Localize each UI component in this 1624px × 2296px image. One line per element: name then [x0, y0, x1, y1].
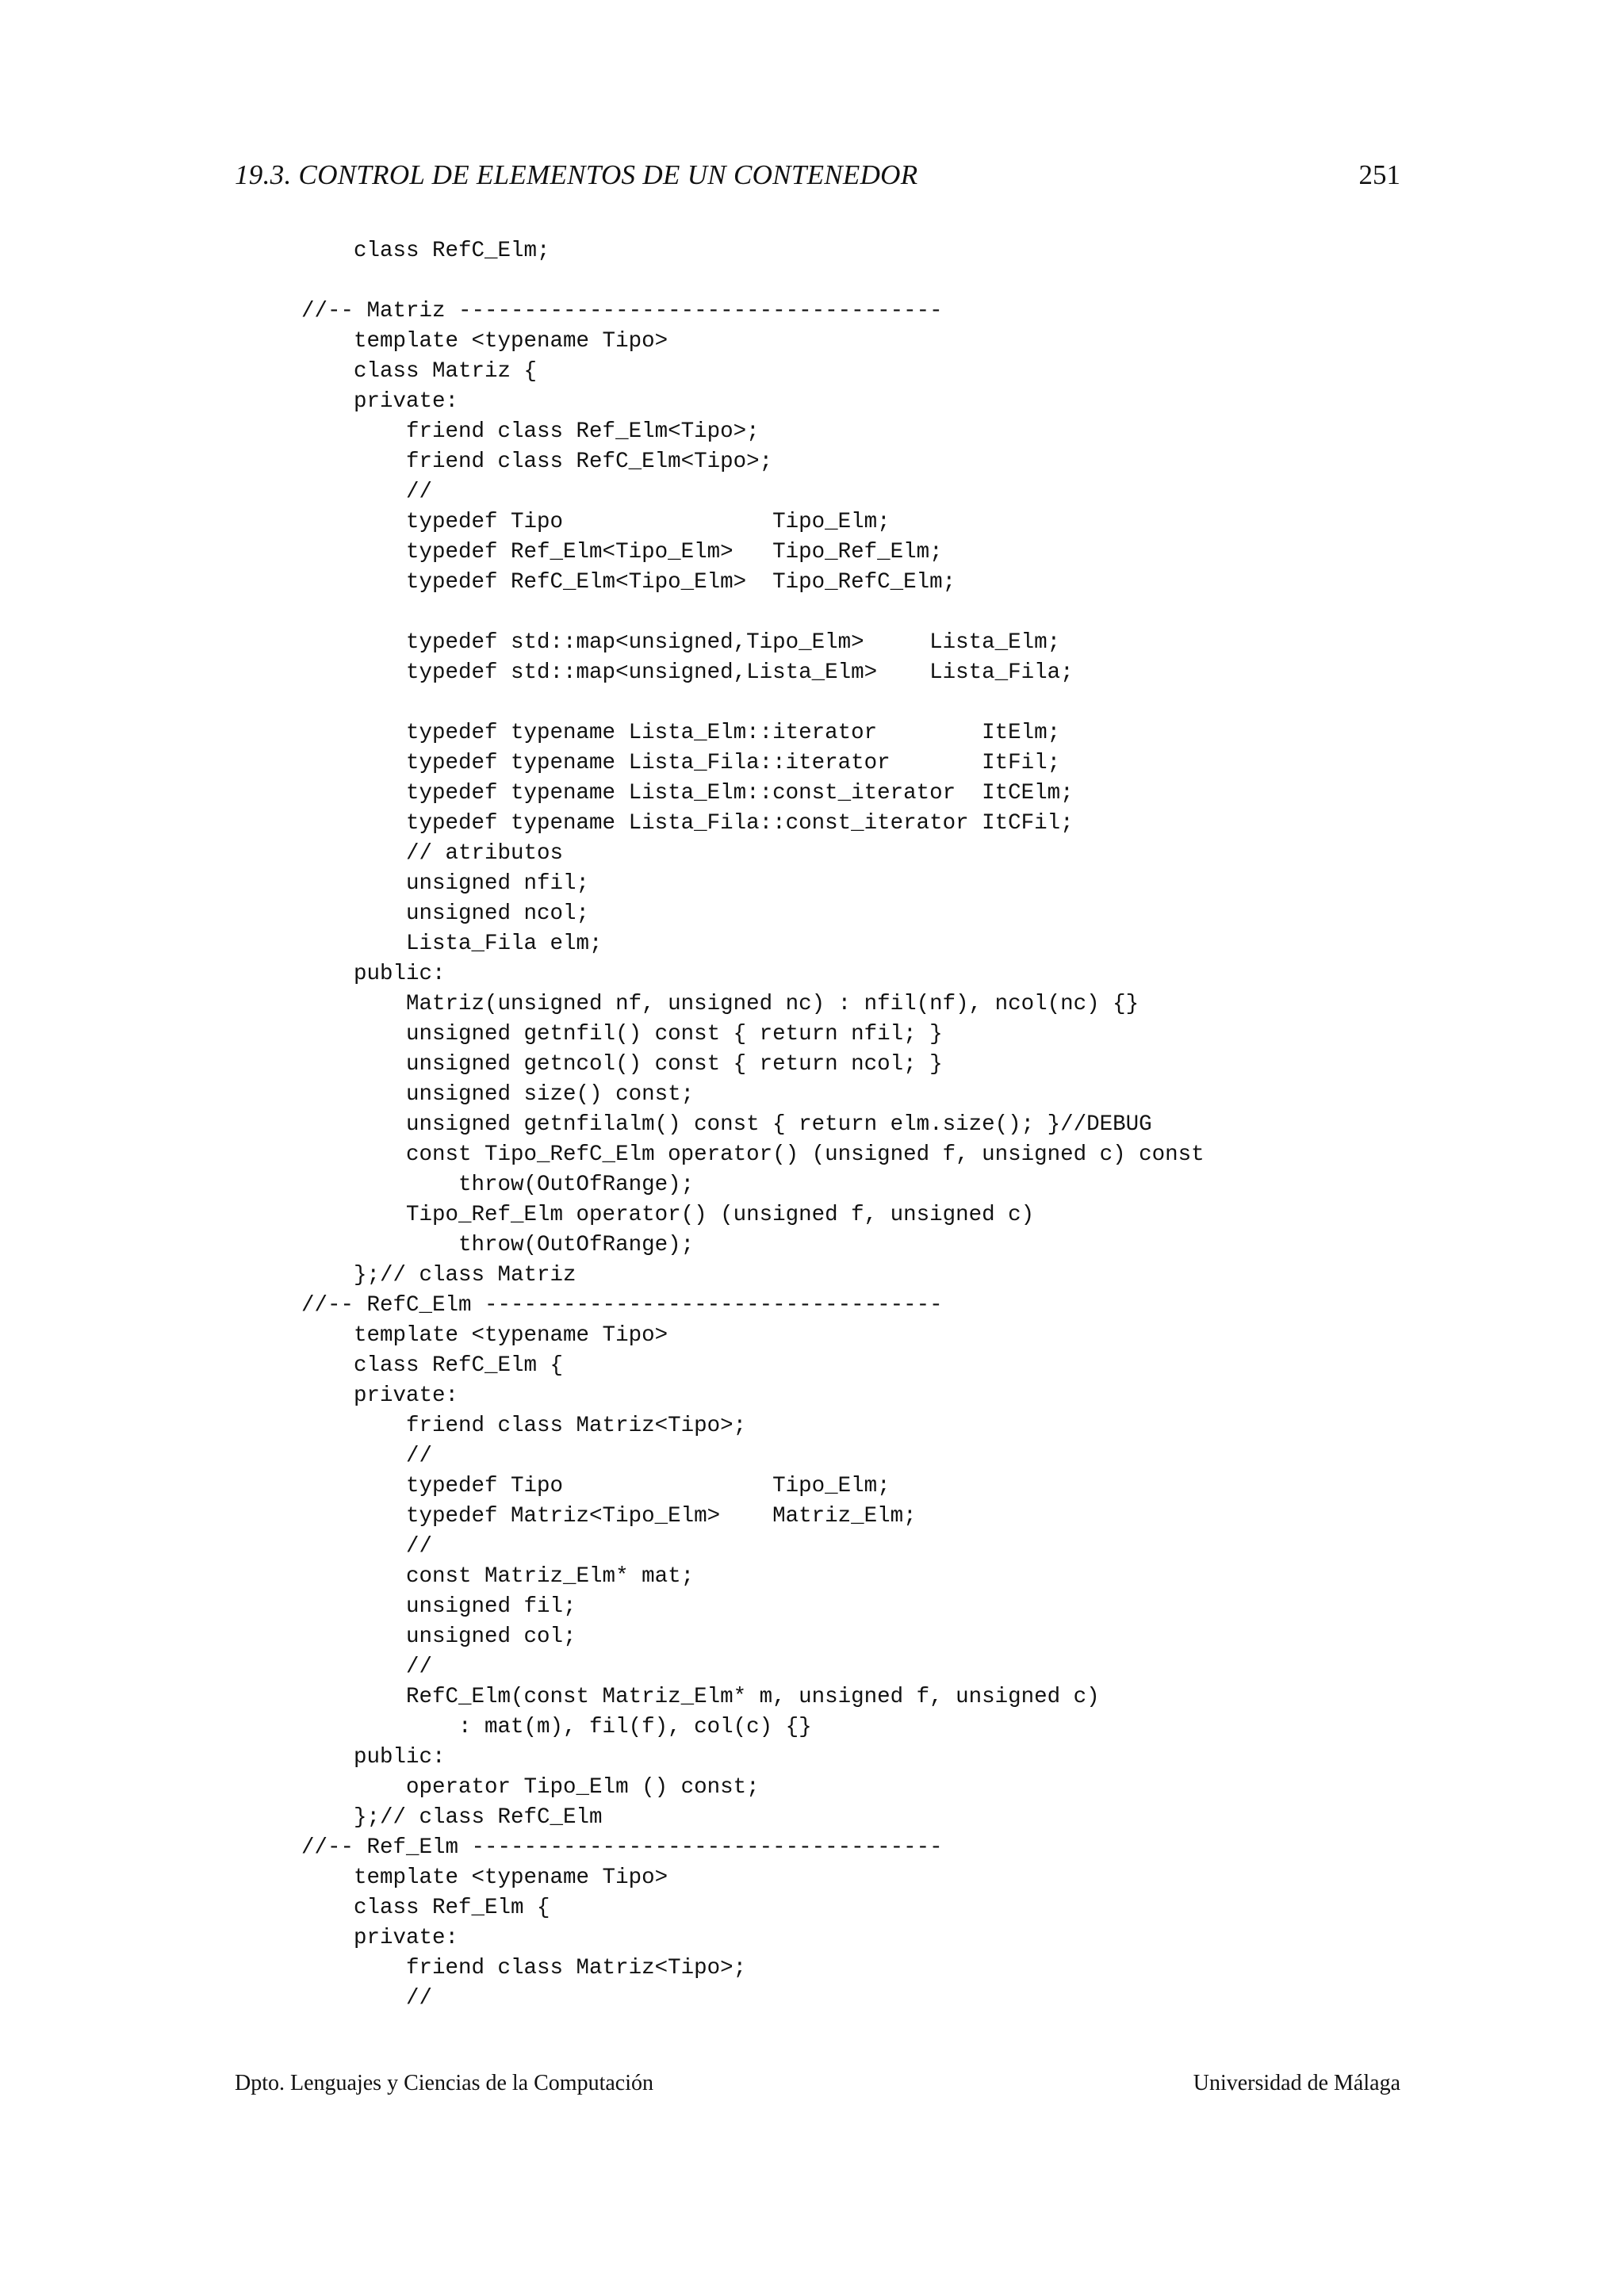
- code-line: [301, 266, 1451, 297]
- code-line: typedef std::map<unsigned,Tipo_Elm> Lista_Elm;: [301, 630, 1061, 655]
- code-line: typedef Matriz<Tipo_Elm> Matriz_Elm;: [301, 1504, 917, 1529]
- code-line: //: [301, 1655, 433, 1679]
- code-line: friend class RefC_Elm<Tipo>;: [301, 450, 773, 474]
- code-line: : mat(m), fil(f), col(c) {}: [301, 1715, 812, 1739]
- code-line: typedef typename Lista_Fila::iterator ItFil;: [301, 751, 1061, 775]
- code-line: Lista_Fila elm;: [301, 932, 603, 956]
- code-line: typedef std::map<unsigned,Lista_Elm> Lista_Fila;: [301, 660, 1074, 685]
- code-listing: [301, 236, 1451, 2014]
- code-line: Matriz(unsigned nf, unsigned nc) : nfil(nf), ncol(nc) {}: [301, 992, 1139, 1016]
- page-footer: [235, 2066, 1400, 2101]
- page-number: 251: [1358, 159, 1400, 190]
- code-line: const Matriz_Elm* mat;: [301, 1564, 695, 1589]
- running-header: [235, 155, 1400, 195]
- code-line: template <typename Tipo>: [301, 329, 668, 354]
- code-line: template <typename Tipo>: [301, 1866, 668, 1890]
- code-line: typedef typename Lista_Elm::iterator ItElm;: [301, 721, 1061, 745]
- code-line: //: [301, 1444, 433, 1468]
- code-line: unsigned col;: [301, 1624, 576, 1649]
- code-line: };// class RefC_Elm: [301, 1805, 603, 1830]
- code-line: private:: [301, 1383, 459, 1408]
- code-line: typedef Ref_Elm<Tipo_Elm> Tipo_Ref_Elm;: [301, 540, 943, 564]
- code-line: throw(OutOfRange);: [301, 1233, 695, 1257]
- code-line: //: [301, 1534, 433, 1559]
- code-line: Tipo_Ref_Elm operator() (unsigned f, unsigned c): [301, 1203, 1035, 1227]
- code-line: unsigned fil;: [301, 1594, 576, 1619]
- code-line: friend class Matriz<Tipo>;: [301, 1956, 747, 1980]
- code-line: const Tipo_RefC_Elm operator() (unsigned f, unsigned c) const: [301, 1142, 1205, 1167]
- code-line: typedef RefC_Elm<Tipo_Elm> Tipo_RefC_Elm;: [301, 570, 956, 595]
- code-line: public:: [301, 962, 446, 986]
- code-line: public:: [301, 1745, 446, 1770]
- code-line: friend class Ref_Elm<Tipo>;: [301, 419, 760, 444]
- code-line: unsigned getncol() const { return ncol; }: [301, 1052, 943, 1077]
- code-line: [301, 598, 1451, 628]
- code-line: typedef Tipo Tipo_Elm;: [301, 1474, 891, 1498]
- code-line: class RefC_Elm {: [301, 1353, 564, 1378]
- footer-department: Dpto. Lenguajes y Ciencias de la Computación: [235, 2071, 653, 2095]
- code-line: typedef typename Lista_Elm::const_iterator ItCElm;: [301, 781, 1074, 806]
- code-line: // atributos: [301, 841, 564, 866]
- code-line: unsigned ncol;: [301, 901, 590, 926]
- code-line: unsigned nfil;: [301, 871, 590, 896]
- code-line: class Matriz {: [301, 359, 538, 384]
- code-line: [301, 688, 1451, 718]
- code-line: unsigned getnfilalm() const { return elm.size(); }//DEBUG: [301, 1112, 1152, 1137]
- code-line: class Ref_Elm {: [301, 1896, 550, 1920]
- code-line: };// class Matriz: [301, 1263, 576, 1288]
- code-line: //-- Ref_Elm ------------------------------------: [301, 1835, 943, 1860]
- code-line: typedef typename Lista_Fila::const_iterator ItCFil;: [301, 811, 1074, 836]
- code-line: typedef Tipo Tipo_Elm;: [301, 510, 891, 534]
- code-line: template <typename Tipo>: [301, 1323, 668, 1348]
- code-line: friend class Matriz<Tipo>;: [301, 1414, 747, 1438]
- code-line: private:: [301, 389, 459, 414]
- code-line: throw(OutOfRange);: [301, 1173, 695, 1197]
- code-line: //-- RefC_Elm -----------------------------------: [301, 1293, 943, 1318]
- code-line: private:: [301, 1926, 459, 1950]
- footer-university: Universidad de Málaga: [1193, 2071, 1400, 2095]
- code-line: RefC_Elm(const Matriz_Elm* m, unsigned f, unsigned c): [301, 1685, 1100, 1709]
- code-line: //-- Matriz -------------------------------------: [301, 299, 943, 323]
- code-line: unsigned getnfil() const { return nfil; }: [301, 1022, 943, 1047]
- code-line: operator Tipo_Elm () const;: [301, 1775, 760, 1800]
- code-line: unsigned size() const;: [301, 1082, 695, 1107]
- code-line: //: [301, 1986, 433, 2011]
- code-line: //: [301, 480, 433, 504]
- code-line: class RefC_Elm;: [301, 239, 550, 263]
- section-title: 19.3. CONTROL DE ELEMENTOS DE UN CONTENEDOR: [235, 159, 918, 190]
